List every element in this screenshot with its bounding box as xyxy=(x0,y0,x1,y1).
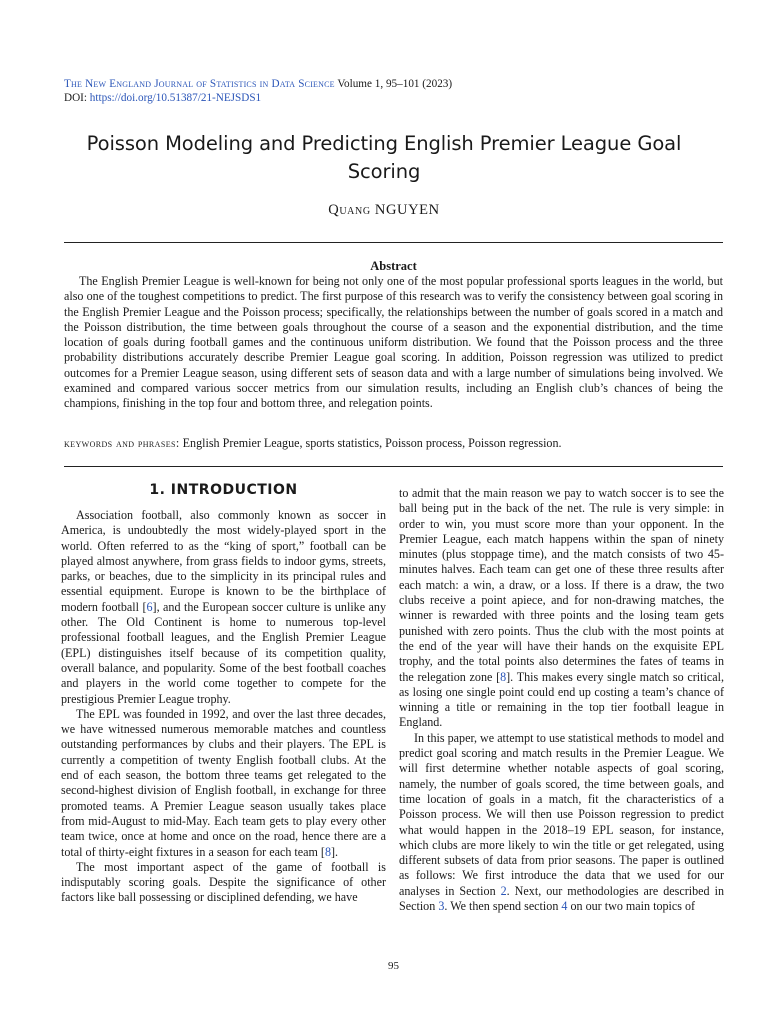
doi-label: DOI: xyxy=(64,92,87,104)
paragraph-4-text-c: . We then spend section xyxy=(444,899,562,914)
paragraph-1-text-a: Association football, also commonly known as soccer in America, is undoubtedly the most widely-played sport in the world. Often referred to as the “king of sport,” football can be played almost anywhere, from grass fields to indoor gyms, streets, parks, or beaches, due to the simplicity in its principal rules and essential equipment. Europe is known to be the birthplace of modern football [ xyxy=(61,508,386,614)
section-link[interactable]: 3 xyxy=(438,899,445,914)
left-column xyxy=(61,482,387,906)
page-number: 95 xyxy=(388,960,399,972)
paragraph-2-text-a: The EPL was founded in 1992, and over the last three decades, we have witnessed numerous memorable matches and countless outstanding performances by clubs and their players. The EPL is currently a competition of twenty English football clubs. At the end of each season, the bottom three teams get relegated to the second-highest division of English football, in exchange for three promoted teams. A Premier League season usually takes place from mid-August to mid-May. Each team gets to play every other team twice, once at home and once on the road, hence there are a total of thirty-eight fixtures in a season for each team [ xyxy=(61,706,386,859)
paragraph-2-text-b: ]. xyxy=(331,844,339,859)
paragraph-1 xyxy=(61,508,386,707)
citation-link[interactable]: 6 xyxy=(146,599,153,614)
author-first-name: Quang xyxy=(328,202,371,218)
citation-link[interactable]: 8 xyxy=(500,669,507,684)
keywords-label: keywords and phrases: xyxy=(64,436,180,450)
paper-title: Poisson Modeling and Predicting English Premier League Goal Scoring xyxy=(86,132,682,183)
section-heading-introduction: 1. INTRODUCTION xyxy=(149,482,298,498)
journal-header xyxy=(64,77,724,105)
paragraph-4-text-b: . Next, our methodologies are described in Section xyxy=(399,883,724,914)
section-link[interactable]: 4 xyxy=(561,899,568,914)
author-name xyxy=(64,202,704,219)
paragraph-4 xyxy=(399,731,724,915)
keywords-text: English Premier League, sports statistics, Poisson process, Poisson regression. xyxy=(182,436,562,450)
paragraph-3-continued xyxy=(399,486,724,731)
abstract-text: The English Premier League is well-known for being not only one of the most popular professional sports leagues in the world, but also one of the toughest competitions to predict. The first purpose of this research was to verify the consistency between goal scoring in the English Premier League and the Poisson process; specifically, the relationships between the number of goals scored in a match and the Poisson distribution, the time between goals throughout the course of a season and the exponential distribution, and the time location of goals during football games and the continuous uniform distribution. We found that the Poisson process and the three probability distributions accurately describe Premier League goal scoring. In addition, Poisson regression was utilized to predict outcomes for a Premier League season, using different sets of season data and with a large number of simulations being involved. We examined and compared various soccer metrics from our simulation results, including an English club’s chances of being the champions, finishing in the top four and bottom three, and relegation points. xyxy=(64,274,723,411)
paragraph-2 xyxy=(61,707,386,860)
paragraph-4-text-d: on our two main topics of xyxy=(567,899,696,914)
paragraph-1-text-b: ], and the European soccer culture is unlike any other. The Old Continent is home to numerous top-level professional football leagues, and the English Premier League (EPL) distinguishes itself because of its competition quality, overall balance, and popularity. Some of the best football coaches and players in the world come together to compete for the prestigious Premier League trophy. xyxy=(61,599,387,706)
doi-link[interactable]: https://doi.org/10.51387/21-NEJSDS1 xyxy=(89,92,262,104)
citation-link[interactable]: 8 xyxy=(324,844,332,859)
section-link[interactable]: 2 xyxy=(500,883,507,898)
keywords xyxy=(64,436,723,451)
right-column xyxy=(399,486,724,914)
paragraph-3: The most important aspect of the game of football is indisputably scoring goals. Despite the significance of other factors like ball possessing or disciplined defending, we have xyxy=(61,859,386,905)
author-last-name: NGUYEN xyxy=(374,202,440,218)
top-divider xyxy=(64,242,723,243)
paragraph-3-continued-text-a: to admit that the main reason we pay to watch soccer is to see the ball being put in the back of the net. The rule is very simple: in order to win, you must score more than your opponent. In the Premier League, each match happens within the span of ninety minutes (plus stoppage time), and the match consists of two 45-minutes halves. Each team can get one of these three results after each match: a win, a draw, or a loss. If there is a draw, the two clubs receive a point apiece, and for non-drawing matches, the winner is rewarded with three points and the losing team gets punished with zero points. Thus the club with the most points at the end of the year will have their hands on the exquisite EPL trophy, and the total points also determines the fates of teams in the relegation zone [ xyxy=(399,486,724,684)
bottom-divider xyxy=(64,466,723,467)
paragraph-4-text-a: In this paper, we attempt to use statistical methods to model and predict goal scoring and match results in the Premier League. We will first determine whether notable aspects of goal scoring, namely, the number of goals scored, the time between goals, and time location of goals in a match, fit the characteristics of a Poisson process. We will then use Poisson regression to predict what would happen in the 2018–19 EPL season, for instance, which clubs are more likely to win the title or get relegated, using different subsets of data from prior seasons. The paper is outlined as follows: We first introduce the data that we used for our analyses in Section xyxy=(399,730,724,898)
journal-name[interactable]: The New England Journal of Statistics in Data Science xyxy=(64,78,335,90)
journal-volume: Volume 1, 95–101 (2023) xyxy=(337,78,453,90)
paragraph-3-continued-text-b: ]. This makes every single match so critical, as losing one single point could end up costing a team’s chance of winning a title or remaining in the top tier football league in England. xyxy=(399,669,724,730)
abstract-heading: Abstract xyxy=(370,259,417,273)
